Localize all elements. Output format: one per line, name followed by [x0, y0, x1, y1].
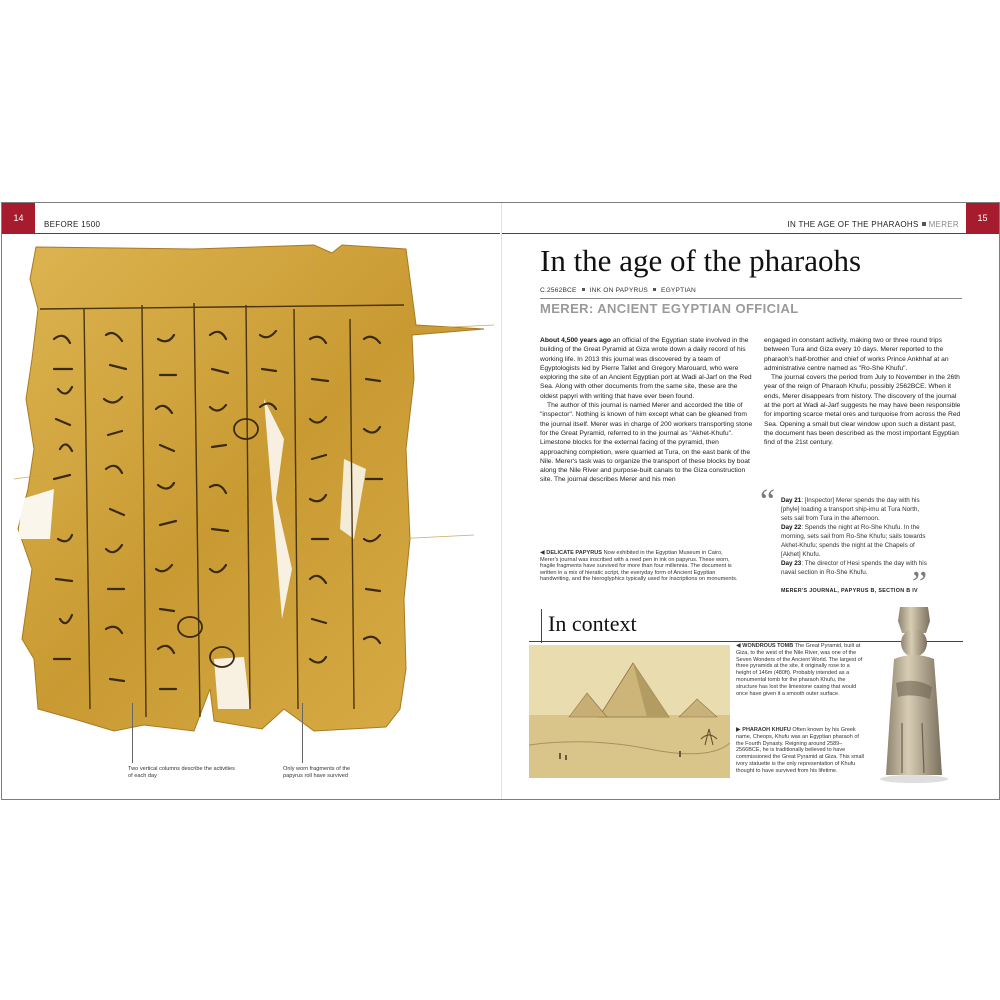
- pointer-left-icon: ◀: [736, 643, 743, 649]
- wondrous-tomb-text: The Great Pyramid, built at Giza, to the west of the Nile River, was one of the Seven Wonders of the Ancient World. The largest of three pyramids at the site, it originally rose to a height of 146m (480ft). Probably intended as a monumental tomb for the pharaoh Khufu, the structure has lost the limestone casing that would once have given it a smooth outer surface.: [736, 643, 863, 697]
- papyrus-tear-3: [18, 489, 54, 539]
- quote-day-21-label: Day 21: [781, 497, 802, 504]
- caption-leader-columns: [132, 703, 133, 763]
- right-page-number-text: 15: [977, 213, 988, 223]
- right-page-number: [966, 203, 999, 233]
- quote-source: MERER'S JOURNAL, PAPYRUS B, SECTION B IV: [781, 588, 918, 594]
- right-running-head-tag: MERER: [928, 220, 959, 229]
- open-quote-icon: “: [760, 483, 776, 520]
- meta-medium: INK ON PAPYRUS: [589, 287, 648, 294]
- pharaoh-khufu-label: PHARAOH KHUFU: [742, 727, 791, 733]
- quote-day-22: [781, 523, 931, 559]
- meta-rule: [540, 298, 962, 299]
- body-column-right: [764, 336, 962, 448]
- right-header-rule: [502, 233, 999, 234]
- left-running-head: BEFORE 1500: [44, 220, 101, 229]
- papyrus-fragment-top: [18, 245, 484, 731]
- quote-day-23-text: : The director of Hesi spends the day with his naval section in Ro-She Khufu.: [781, 560, 927, 576]
- pointer-left-icon: ◀: [540, 550, 547, 556]
- context-rule-vertical: [541, 609, 542, 643]
- quote-day-22-text: : Spends the night at Ro-She Khufu. In the morning, sets sail from Ro-She Khufu; sails towards Akhet-Khufu; spends the night at the Chapels of [Akhet] Khufu.: [781, 524, 926, 558]
- separator-square-icon: [922, 222, 926, 226]
- papyrus-image: [14, 239, 496, 734]
- page-fold: [501, 203, 502, 799]
- statue-shadow: [880, 775, 948, 783]
- body-paragraph-1: [540, 336, 754, 401]
- journal-quote: [781, 496, 931, 577]
- pharaoh-khufu-caption: [736, 727, 864, 775]
- caption-leader-fragments: [302, 703, 303, 763]
- pyramid-desert: [529, 715, 730, 778]
- pyramid-illustration: [529, 645, 730, 778]
- left-header-rule: [2, 233, 500, 234]
- left-page-number-text: 14: [13, 213, 24, 223]
- quote-day-23-label: Day 23: [781, 560, 802, 567]
- papyrus-tear-4: [214, 657, 250, 709]
- delicate-papyrus-label: DELICATE PAPYRUS: [546, 550, 603, 556]
- body-paragraph-4: The journal covers the period from July to November in the 26th year of the reign of Pharaoh Khufu, possibly 2562BCE. When it ends, Merer disappears from history. The discovery of the journal at the port at Wadi al-Jarf suggests he may have been responsible for importing scarce metal ores and turquoise from across the Red Sea. Opening a small but clear window upon such a distant past, the document has been described as the most important Egyptian find of the 21st century.: [764, 374, 961, 447]
- pointer-right-icon: ▶: [736, 727, 743, 733]
- quote-day-21: [781, 496, 931, 523]
- body-paragraph-2: The author of this journal is named Merer and accorded the title of "inspector". Nothing is known of him except what can be gleaned from the journal itself. Merer was in charge of 200 workers transporting stone for the Great Pyramid, referred to in the journal as "Akhet-Khufu". Limestone blocks for the external facing of the pyramid, then approaching completion, were quarried at Tura, on the east bank of the Nile. Merer's task was to organize the transport of these blocks by boat along the Nile River and purpose-built canals to the Giza construction site. The journal describes Merer and his men: [540, 402, 753, 484]
- body-column-left: [540, 336, 754, 485]
- quote-day-21-text: : [Inspector] Merer spends the day with his [phyle] loading a transport ship-imu at Tura North, sets sail from Tura in the afternoon.: [781, 497, 920, 522]
- caption-fragments: Only worn fragments of the papyrus roll have survived: [283, 766, 351, 779]
- left-page-number: [2, 203, 35, 233]
- delicate-papyrus-text: Now exhibited in the Egyptian Museum in Cairo, Merer's journal was inscribed with a reed pen in ink on papyrus. These worn, fragile fragments have survived for more than four millennia. The document is written in a mix of hieratic script, the everyday form of Ancient Egyptian handwriting, and the hieroglyphics typically used for inscriptions on monuments.: [540, 550, 738, 583]
- body-lead-in: About 4,500 years ago: [540, 337, 611, 344]
- meta-date: C.2562BCE: [540, 287, 577, 294]
- meta-origin: EGYPTIAN: [661, 287, 696, 294]
- wondrous-tomb-caption: [736, 643, 864, 697]
- book-spread: [1, 202, 1000, 800]
- page-title: In the age of the pharaohs: [540, 243, 862, 278]
- quote-day-22-label: Day 22: [781, 524, 802, 531]
- artifact-meta: [540, 287, 696, 294]
- right-running-head: [788, 220, 959, 229]
- body-paragraph-3: engaged in constant activity, making two or three round trips between Tura and Giza every 10 days. Merer reported to the pharaoh's half-brother and chief of works Prince Ankhhaf at an administrative centre named as "Ro-She Khufu".: [764, 337, 949, 372]
- body-paragraph-1-text: an official of the Egyptian state involved in the building of the Great Pyramid at Giza wrote down a daily record of his working life. In 2013 this journal was discovered by a team of Egyptologists led by Pierre Tallet and Gregory Marouard, who were exploring the site of an Ancient Egyptian port at Wadi al-Jarf on the Red Sea. Along with other documents from the same site, these are the oldest papyri with writing that have ever been found.: [540, 337, 752, 400]
- caption-columns: Two vertical columns describe the activities of each day: [128, 766, 235, 779]
- quote-day-23: [781, 559, 931, 577]
- wondrous-tomb-label: WONDROUS TOMB: [742, 643, 794, 649]
- context-title: In context: [548, 611, 637, 636]
- right-running-head-title: IN THE AGE OF THE PHARAOHS: [787, 220, 919, 229]
- page-subtitle: MERER: ANCIENT EGYPTIAN OFFICIAL: [540, 301, 799, 316]
- pharaoh-khufu-text: Often known by his Greek name, Cheops, Khufu was an Egyptian pharaoh of the Fourth Dynasty. Reigning around 2589–2566BCE, he is traditionally believed to have commissioned the Great Pyramid at Giza. This small ivory statuette is the only representation of Khufu thought to have survived from his lifetime.: [736, 727, 864, 774]
- statue-body: [886, 655, 942, 775]
- meta-separator-icon: [653, 288, 656, 291]
- meta-separator-icon: [582, 288, 585, 291]
- statue-head: [901, 629, 927, 657]
- delicate-papyrus-caption: [540, 550, 740, 583]
- khufu-statuette-image: [872, 603, 952, 783]
- close-quote-icon: ”: [912, 565, 928, 602]
